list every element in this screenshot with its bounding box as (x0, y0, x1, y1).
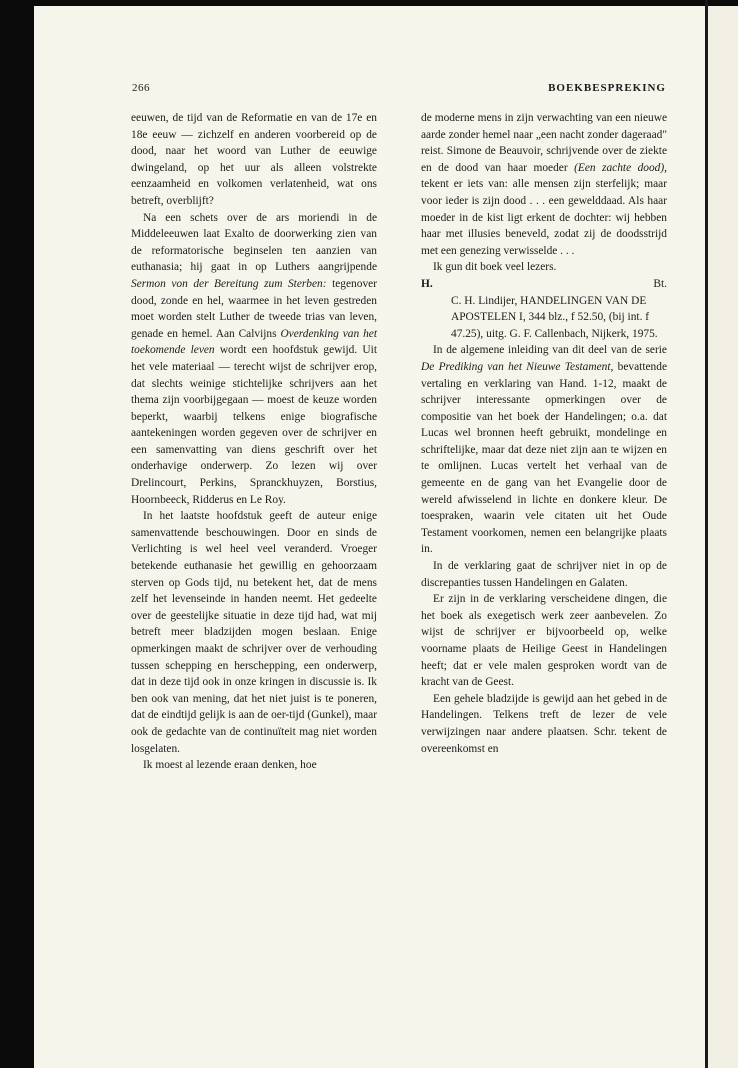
text-run: In de algemene inleiding van dit deel van de serie (433, 344, 667, 357)
left-column (131, 110, 377, 774)
paragraph (131, 110, 377, 210)
signature-initial: H. (421, 277, 433, 290)
italic-title: De Prediking van het Nieuwe Testament, (421, 360, 614, 373)
text-run: In het laatste hoofdstuk geeft de auteur enige samenvattende beschouwingen. Door en sinds de Verlichting is wel heel veel veranderd. Vroeger betekende euthanasie het gewillig en gehoorzaam sterven op Gods tijd, nu betekent het, dat de mens zelf het levenseinde in handen neemt. Het gedeelte over de geestelijke situatie in deze tijd had, wat mij betreft meer bladzijden mogen beslaan. Enige opmerkingen maakt de schrijver over de verhouding tussen schepping en herschepping, een onderwerp, dat in deze tijd ook in onze kringen in discussie is. Ik ben ook van mening, dat het niet juist is te poneren, dat de eindtijd gelijk is aan de oer-tijd (Gunkel), maar ook de gedachte van de continuïteit mag niet worden losgelaten. (131, 510, 377, 755)
page-number: 266 (132, 82, 150, 94)
left-paragraphs (131, 110, 377, 774)
paragraph (421, 591, 667, 691)
paragraph (131, 508, 377, 757)
text-run: Ik gun dit boek veel lezers. (433, 261, 557, 274)
italic-title: Overdenking van het toekomende leven (131, 327, 377, 357)
italic-title: Sermon von der Bereitung zum Sterben: (131, 277, 327, 290)
text-run: Een gehele bladzijde is gewijd aan het gebed in de Handelingen. Telkens treft de lezer de vele verwijzingen naar andere plaatsen. Schr. tekent de overeenkomst en (421, 692, 667, 755)
book-entry: C. H. Lindijer, HANDELINGEN VAN DE APOSTELEN I, 344 blz., f 52.50, (bij int. f 47.25), uitg. G. F. Callenbach, Nijkerk, 1975. (451, 294, 658, 340)
text-run: Na een schets over de ars moriendi in de Middeleeuwen laat Exalto de doorwerking zien van de reformatorische beginselen ten aanzien van euthanasia; hij gaat in op Luthers aangrijpende (131, 211, 377, 274)
text-run: bevattende vertaling en verklaring van Hand. 1-12, maakt de schrijver interessante opmerkingen over de compositie van het boek der Handelingen; o.a. dat Lucas wel bronnen heeft gebruikt, mondelinge en schriftelijke, maar dat deze niet zijn aan te wijzen en te omlijnen. Lucas vertelt het verhaal van de gemeente en de gang van het Evangelie door de wereld afwisselend in lichte en donkere kleur. De toespraken, waarin vele citaten uit het Oude Testament voorkomen, nemen een belangrijke plaats in. (421, 360, 667, 556)
text-run: In de verklaring gaat de schrijver niet in op de discrepanties tussen Handelingen en Galaten. (421, 560, 667, 589)
paragraph (131, 210, 377, 509)
scan-border-right (705, 0, 708, 1068)
text-run: Ik moest al lezende eraan denken, hoe (143, 759, 317, 772)
paragraph (421, 558, 667, 591)
text-run: de moderne mens in zijn verwachting van een nieuwe aarde zonder hemel naar „een nacht zonder dageraad" reist. Simone de Beauvoir, schrijvende over de ziekte en de dood van haar moeder (421, 112, 667, 174)
paragraph (421, 691, 667, 757)
paragraph (421, 259, 667, 276)
text-run: tekent er iets van: alle mensen zijn sterfelijk; maar voor ieder is zijn dood . . . een gewelddaad. Als haar moeder in de kist ligt erkent de dochter: wij hebben haar met illusies beneveld, zodat zij de doodsstrijd met een genezing verwisselde . . . (421, 178, 667, 257)
section-title: BOEKBESPREKING (548, 82, 666, 94)
review-signature (421, 276, 667, 293)
right-column (421, 110, 667, 757)
paragraph (421, 110, 667, 259)
scan-border-left (0, 0, 34, 1068)
right-paragraphs-top (421, 110, 667, 276)
italic-title: (Een zachte dood), (574, 161, 667, 174)
text-run: wordt een hoofdstuk gewijd. Uit het vele materiaal — terecht wijst de schrijver erop, dat slechts weinige stichtelijke schrijvers aan het thema zijn voorbijgegaan — moest de keuze worden beperkt, waarbij telkens enige biografische aantekeningen worden gegeven over de schrijver en een samenvatting van diens geschrift over het onderhavige onderwerp. Zo lezen wij over Drelincourt, Perkins, Spranckhuyzen, Borstius, Hoornbeeck, Ridderus en Le Roy. (131, 344, 377, 506)
text-run: eeuwen, de tijd van de Reformatie en van de 17e en 18e eeuw — zichzelf en anderen voorbereid op de dood, naar het woord van Luther de eeuwige dwingeland, op het uur als alleen volstrekte eenzaamheid en volkomen verlatenheid, wat ons betreft, overblijft? (131, 112, 377, 207)
signature-abbrev: Bt. (653, 277, 667, 290)
text-run: Er zijn in de verklaring verscheidene dingen, die het boek als exegetisch werk zeer aanbevelen. Zo wijst de schrijver er bijvoorbeeld op, welke voorname plaats de Heilige Geest in Handelingen heeft; dat er vele malen gesproken wordt van de kracht van de Geest. (421, 593, 667, 689)
running-head (132, 82, 666, 98)
paragraph (131, 757, 377, 774)
right-paragraphs-bottom (421, 342, 667, 757)
paragraph (421, 342, 667, 558)
text-run: tegenover dood, zonde en hel, waarmee in het leven gestreden moet worden stelt Luther de tweede trias van leven, genade en hemel. Aan Calvijns (131, 277, 377, 340)
